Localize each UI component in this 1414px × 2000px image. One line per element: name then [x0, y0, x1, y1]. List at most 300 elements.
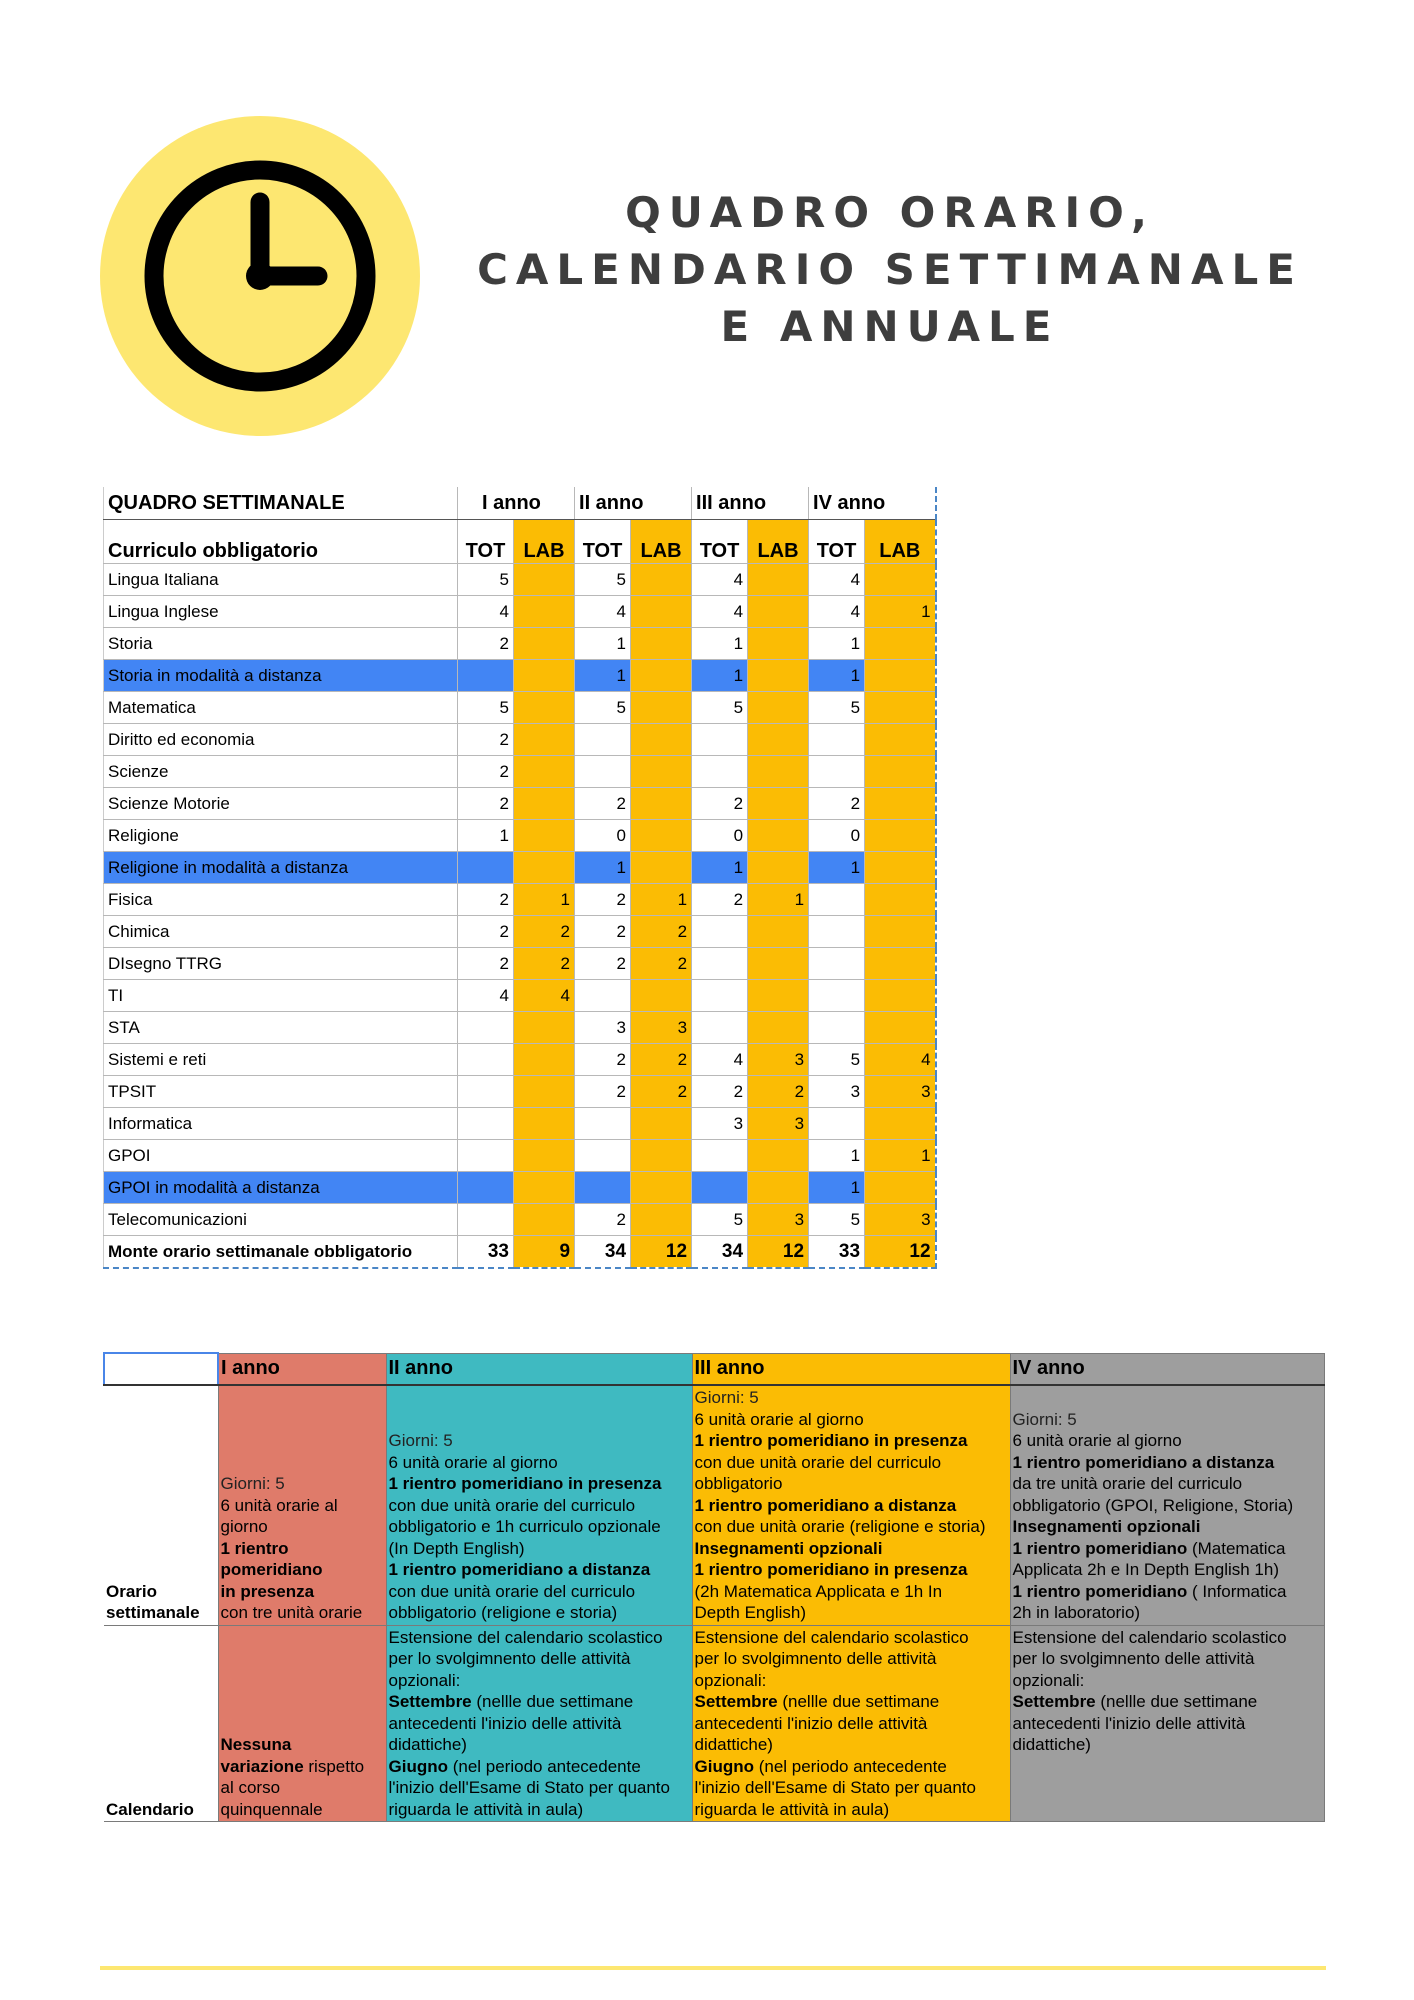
tot-value [575, 980, 631, 1012]
tot-value: 0 [575, 820, 631, 852]
calendario-cell [218, 1625, 386, 1822]
weekly-subject-row [104, 1012, 936, 1044]
cell-line: 1 rientro [220, 1538, 289, 1558]
tot-value [692, 1172, 748, 1204]
weekly-subject-row [104, 596, 936, 628]
lab-value [631, 692, 692, 724]
weekly-subject-row [104, 948, 936, 980]
weekly-subject-row [104, 628, 936, 660]
cell-line-normal: (Matematica [1187, 1538, 1286, 1558]
lab-value [865, 884, 936, 916]
lab-value [514, 1076, 575, 1108]
tot-value: 2 [458, 948, 514, 980]
lab-value [748, 1140, 809, 1172]
weekly-subject-row [104, 852, 936, 884]
subject-name: Chimica [104, 916, 458, 948]
cell-line: opzionali: [1012, 1670, 1085, 1690]
lab-value: 4 [865, 1044, 936, 1076]
tot-value: 4 [692, 564, 748, 596]
subject-name: STA [104, 1012, 458, 1044]
cell-line: giorno [220, 1517, 268, 1536]
tot-value [458, 1108, 514, 1140]
cell-line: (2h Matematica Applicata e 1h In [694, 1581, 943, 1601]
lab-value [631, 1108, 692, 1140]
cell-line-normal: (nel periodo antecedente [447, 1756, 641, 1776]
cell-line: l'inizio dell'Esame di Stato per quanto [388, 1778, 670, 1797]
cell-line [1013, 1538, 1322, 1560]
lab-value [865, 660, 936, 692]
title-line-2: CALENDARIO SETTIMANALE [477, 245, 1303, 294]
calendario-cell [692, 1625, 1010, 1822]
cell-line: Insegnamenti opzionali [1012, 1517, 1201, 1536]
tot-value: 2 [809, 788, 865, 820]
orario-cell [218, 1385, 386, 1625]
lab-value [748, 1172, 809, 1204]
tot-value: 1 [458, 820, 514, 852]
lab-value [631, 980, 692, 1012]
lab-value [865, 564, 936, 596]
tot-value: 5 [809, 1044, 865, 1076]
cell-line: con due unità orarie del curriculo [388, 1581, 636, 1601]
tot-header: TOT [575, 520, 631, 564]
lab-value [514, 692, 575, 724]
lab-value [865, 1172, 936, 1204]
tot-value [692, 916, 748, 948]
lab-value: 3 [865, 1076, 936, 1108]
lab-value: 1 [748, 884, 809, 916]
calendar-year-header: II anno [386, 1353, 692, 1385]
lab-value: 3 [748, 1044, 809, 1076]
lab-value [865, 1012, 936, 1044]
tot-value [575, 1140, 631, 1172]
cell-line: Giorni: 5 [1012, 1409, 1077, 1429]
tot-value: 2 [575, 1044, 631, 1076]
cell-line: con due unità orarie (religione e storia) [694, 1517, 986, 1536]
lab-value [514, 596, 575, 628]
cell-line: con tre unità orarie [220, 1603, 363, 1622]
tot-value: 1 [575, 628, 631, 660]
cell-line-normal: (nellle due settimane [471, 1692, 634, 1711]
weekly-subject-row [104, 916, 936, 948]
weekly-subject-row [104, 1076, 936, 1108]
cell-line: 1 rientro pomeridiano in presenza [388, 1474, 662, 1493]
lab-header: LAB [865, 520, 936, 564]
cell-line: opzionali: [694, 1670, 767, 1690]
cell-line: obbligatorio (religione e storia) [388, 1603, 618, 1622]
tot-value [458, 1012, 514, 1044]
lab-value [865, 916, 936, 948]
weekly-year-header: IV anno [809, 487, 936, 520]
calendar-year-header: I anno [218, 1353, 386, 1385]
lab-value: 2 [631, 1076, 692, 1108]
tot-value [458, 660, 514, 692]
tot-header: TOT [692, 520, 748, 564]
subject-name: Sistemi e reti [104, 1044, 458, 1076]
calendar-year-header: III anno [692, 1353, 1010, 1385]
weekly-subject-row [104, 564, 936, 596]
tot-value: 1 [575, 852, 631, 884]
lab-value [514, 724, 575, 756]
cell-line: Giorni: 5 [388, 1431, 453, 1450]
lab-value [748, 756, 809, 788]
subject-name: Diritto ed economia [104, 724, 458, 756]
tot-value [575, 1108, 631, 1140]
tot-value: 33 [458, 1236, 514, 1269]
lab-value [514, 660, 575, 692]
weekly-subject-row [104, 1140, 936, 1172]
tot-value: 2 [458, 756, 514, 788]
tot-value: 2 [575, 1076, 631, 1108]
tot-value [458, 1044, 514, 1076]
weekly-header-row [104, 487, 936, 520]
subject-name: Religione in modalità a distanza [104, 852, 458, 884]
tot-value [458, 852, 514, 884]
cell-line: didattiche) [694, 1735, 773, 1754]
lab-header: LAB [748, 520, 809, 564]
cell-line [695, 1756, 1008, 1778]
cell-line: 1 rientro pomeridiano a distanza [1012, 1452, 1275, 1472]
row-label-line: settimanale [106, 1603, 200, 1622]
tot-value [692, 756, 748, 788]
tot-value [809, 756, 865, 788]
cell-line: quinquennale [220, 1799, 323, 1819]
tot-value [692, 980, 748, 1012]
tot-value: 2 [458, 788, 514, 820]
lab-value: 2 [748, 1076, 809, 1108]
tot-value: 2 [692, 1076, 748, 1108]
cell-line: antecedenti l'inizio delle attività [694, 1713, 928, 1733]
tot-value [458, 1172, 514, 1204]
tot-value: 5 [692, 692, 748, 724]
lab-value: 2 [514, 948, 575, 980]
cell-line: 6 unità orarie al [220, 1495, 338, 1515]
cell-line: 2h in laboratorio) [1012, 1603, 1141, 1622]
weekly-title: QUADRO SETTIMANALE [104, 487, 458, 520]
subject-name: Religione [104, 820, 458, 852]
cell-line: didattiche) [388, 1735, 467, 1754]
subject-name: Telecomunicazioni [104, 1204, 458, 1236]
weekly-subject-row [104, 660, 936, 692]
lab-value [514, 628, 575, 660]
cell-line: 6 unità orarie al giorno [388, 1452, 558, 1472]
cell-line: Giorni: 5 [220, 1474, 285, 1493]
lab-value: 2 [631, 916, 692, 948]
tot-value: 0 [809, 820, 865, 852]
lab-value [514, 564, 575, 596]
subject-name: Scienze Motorie [104, 788, 458, 820]
lab-value [631, 1140, 692, 1172]
lab-value: 1 [865, 1140, 936, 1172]
lab-value [514, 1140, 575, 1172]
weekly-year-header: II anno [575, 487, 692, 520]
lab-value [631, 628, 692, 660]
tot-value: 2 [458, 884, 514, 916]
lab-value [514, 1172, 575, 1204]
tot-value: 3 [692, 1108, 748, 1140]
tot-value: 5 [458, 692, 514, 724]
lab-value [514, 756, 575, 788]
lab-value [631, 1204, 692, 1236]
lab-value [514, 1044, 575, 1076]
cell-line: 1 rientro pomeridiano a distanza [388, 1560, 651, 1579]
tot-value: 2 [575, 916, 631, 948]
tot-value: 1 [809, 660, 865, 692]
tot-value: 2 [692, 788, 748, 820]
weekly-subject-row [104, 724, 936, 756]
tot-value [809, 1108, 865, 1140]
subject-name: Storia [104, 628, 458, 660]
subject-name: Lingua Inglese [104, 596, 458, 628]
tot-value: 2 [458, 628, 514, 660]
lab-value [748, 852, 809, 884]
weekly-subject-row [104, 788, 936, 820]
tot-value [692, 1012, 748, 1044]
lab-value [514, 820, 575, 852]
tot-header: TOT [458, 520, 514, 564]
tot-value [809, 916, 865, 948]
tot-value: 1 [809, 852, 865, 884]
calendar-row [104, 1625, 1324, 1822]
cell-line: con due unità orarie del curriculo [388, 1495, 636, 1515]
cell-line-bold: Giugno [694, 1756, 754, 1776]
lab-value [514, 1012, 575, 1044]
lab-value [514, 1108, 575, 1140]
lab-value: 12 [748, 1236, 809, 1269]
lab-value: 9 [514, 1236, 575, 1269]
orario-cell [386, 1385, 692, 1625]
cell-line: opzionali: [388, 1670, 461, 1690]
calendar-year-header: IV anno [1010, 1353, 1324, 1385]
tot-value: 34 [575, 1236, 631, 1269]
tot-value: 2 [458, 916, 514, 948]
tot-value: 2 [575, 884, 631, 916]
tot-value: 4 [809, 596, 865, 628]
cell-line-normal: (nellle due settimane [777, 1692, 940, 1711]
weekly-total-row [104, 1236, 936, 1269]
tot-value: 1 [575, 660, 631, 692]
tot-value: 1 [692, 628, 748, 660]
lab-value [748, 660, 809, 692]
tot-value: 2 [575, 948, 631, 980]
cell-line: Depth English) [694, 1603, 807, 1622]
weekly-subject-row [104, 884, 936, 916]
cell-line: antecedenti l'inizio delle attività [388, 1713, 622, 1733]
lab-value [748, 980, 809, 1012]
cell-line-bold: Giugno [388, 1756, 448, 1776]
tot-value: 1 [692, 660, 748, 692]
lab-value [514, 788, 575, 820]
tot-value: 2 [458, 724, 514, 756]
tot-value [458, 1204, 514, 1236]
tot-value [809, 724, 865, 756]
lab-value [865, 756, 936, 788]
cell-line-bold: 1 rientro pomeridiano [1012, 1581, 1188, 1601]
cell-line: didattiche) [1012, 1735, 1091, 1754]
cell-line: obbligatorio [694, 1474, 783, 1493]
lab-header: LAB [631, 520, 692, 564]
lab-value [865, 724, 936, 756]
cell-line [221, 1756, 384, 1778]
tot-value [458, 1140, 514, 1172]
tot-value [809, 980, 865, 1012]
subject-name: Matematica [104, 692, 458, 724]
cell-line: Nessuna [220, 1735, 292, 1754]
lab-value: 3 [865, 1204, 936, 1236]
lab-value: 1 [514, 884, 575, 916]
cell-line: Giorni: 5 [694, 1388, 759, 1407]
cell-line: al corso [220, 1778, 281, 1797]
subject-name: GPOI in modalità a distanza [104, 1172, 458, 1204]
weekly-subject-row [104, 1108, 936, 1140]
cell-line-normal: ( Informatica [1187, 1581, 1287, 1601]
page-title [470, 184, 1310, 355]
subject-name: DIsegno TTRG [104, 948, 458, 980]
lab-value [748, 788, 809, 820]
tot-value: 1 [809, 1172, 865, 1204]
lab-value [748, 1012, 809, 1044]
tot-value: 4 [809, 564, 865, 596]
weekly-year-header: I anno [458, 487, 575, 520]
cell-line: 6 unità orarie al giorno [1012, 1431, 1182, 1450]
tot-header: TOT [809, 520, 865, 564]
weekly-subject-row [104, 756, 936, 788]
footer-divider [100, 1966, 1326, 1970]
lab-value [865, 692, 936, 724]
weekly-subject-row [104, 1172, 936, 1204]
weekly-subheader-row [104, 520, 936, 564]
lab-value [865, 852, 936, 884]
lab-value: 1 [865, 596, 936, 628]
cell-line: Estensione del calendario scolastico [1012, 1627, 1287, 1647]
title-line-3: E ANNUALE [720, 302, 1060, 351]
tot-value: 3 [809, 1076, 865, 1108]
tot-value [809, 948, 865, 980]
tot-value [575, 724, 631, 756]
cell-line: 1 rientro pomeridiano in presenza [694, 1431, 968, 1450]
tot-value: 5 [575, 564, 631, 596]
tot-value: 2 [692, 884, 748, 916]
weekly-subject-row [104, 980, 936, 1012]
cell-line: Estensione del calendario scolastico [388, 1627, 663, 1647]
tot-value [692, 948, 748, 980]
cell-line-bold: 1 rientro pomeridiano [1012, 1538, 1188, 1558]
lab-value [865, 628, 936, 660]
subject-name: Monte orario settimanale obbligatorio [104, 1236, 458, 1269]
lab-value: 12 [631, 1236, 692, 1269]
lab-value: 2 [631, 1044, 692, 1076]
cell-line: Insegnamenti opzionali [694, 1538, 883, 1558]
lab-header: LAB [514, 520, 575, 564]
cell-line: (In Depth English) [388, 1538, 525, 1558]
lab-value [514, 1204, 575, 1236]
tot-value: 4 [575, 596, 631, 628]
weekly-schedule-table [103, 487, 937, 1269]
cell-line: con due unità orarie del curriculo [694, 1452, 942, 1472]
cell-line: l'inizio dell'Esame di Stato per quanto [694, 1778, 976, 1797]
cell-line: da tre unità orarie del curriculo [1012, 1474, 1243, 1493]
lab-value: 12 [865, 1236, 936, 1269]
lab-value [631, 1172, 692, 1204]
calendario-cell [1010, 1625, 1324, 1822]
lab-value [631, 852, 692, 884]
weekly-subject-row [104, 1204, 936, 1236]
title-line-1: QUADRO ORARIO, [625, 188, 1155, 237]
lab-value [748, 916, 809, 948]
weekly-subject-row [104, 1044, 936, 1076]
lab-value [631, 596, 692, 628]
calendar-table [103, 1352, 1325, 1822]
cell-line: per lo svolgimnento delle attività [388, 1649, 631, 1668]
tot-value [458, 1076, 514, 1108]
cell-line: obbligatorio e 1h curriculo opzionale [388, 1517, 661, 1536]
lab-value [631, 564, 692, 596]
cell-line: per lo svolgimnento delle attività [694, 1649, 937, 1668]
cell-line: antecedenti l'inizio delle attività [1012, 1713, 1246, 1733]
tot-value: 1 [692, 852, 748, 884]
tot-value [809, 1012, 865, 1044]
lab-value [631, 724, 692, 756]
lab-value [748, 724, 809, 756]
lab-value [631, 820, 692, 852]
tot-value: 4 [458, 980, 514, 1012]
tot-value [575, 1172, 631, 1204]
lab-value [631, 788, 692, 820]
tot-value [692, 1140, 748, 1172]
lab-value [748, 948, 809, 980]
lab-value: 2 [631, 948, 692, 980]
cell-line [1013, 1691, 1322, 1713]
subject-name: Lingua Italiana [104, 564, 458, 596]
orario-cell [692, 1385, 1010, 1625]
subject-name: TI [104, 980, 458, 1012]
lab-value: 3 [748, 1108, 809, 1140]
cell-line-normal: (nellle due settimane [1095, 1692, 1258, 1711]
cell-line: pomeridiano [220, 1560, 323, 1579]
tot-value: 4 [692, 1044, 748, 1076]
tot-value: 33 [809, 1236, 865, 1269]
lab-value: 3 [631, 1012, 692, 1044]
row-label-calendario: Calendario [104, 1625, 218, 1822]
weekly-subject-row [104, 692, 936, 724]
lab-value [865, 820, 936, 852]
lab-value [631, 756, 692, 788]
tot-value: 5 [692, 1204, 748, 1236]
lab-value [865, 1108, 936, 1140]
lab-value: 3 [748, 1204, 809, 1236]
calendar-header-row [104, 1353, 1324, 1385]
subject-name: TPSIT [104, 1076, 458, 1108]
cell-line: Applicata 2h e In Depth English 1h) [1012, 1560, 1280, 1579]
lab-value [748, 564, 809, 596]
subject-name: Fisica [104, 884, 458, 916]
subject-name: Storia in modalità a distanza [104, 660, 458, 692]
cell-line-bold: Settembre [694, 1692, 778, 1711]
tot-value [692, 724, 748, 756]
cell-line: 1 rientro pomeridiano in presenza [694, 1560, 968, 1579]
cell-line: 6 unità orarie al giorno [694, 1409, 864, 1429]
selected-empty-cell [104, 1353, 218, 1385]
lab-value [631, 660, 692, 692]
tot-value: 1 [809, 1140, 865, 1172]
tot-value: 4 [692, 596, 748, 628]
row-label-line: Orario [106, 1581, 158, 1601]
lab-value: 1 [631, 884, 692, 916]
tot-value: 5 [809, 692, 865, 724]
tot-value: 34 [692, 1236, 748, 1269]
subject-name: Scienze [104, 756, 458, 788]
weekly-hours-row [104, 1385, 1324, 1625]
lab-value [748, 628, 809, 660]
